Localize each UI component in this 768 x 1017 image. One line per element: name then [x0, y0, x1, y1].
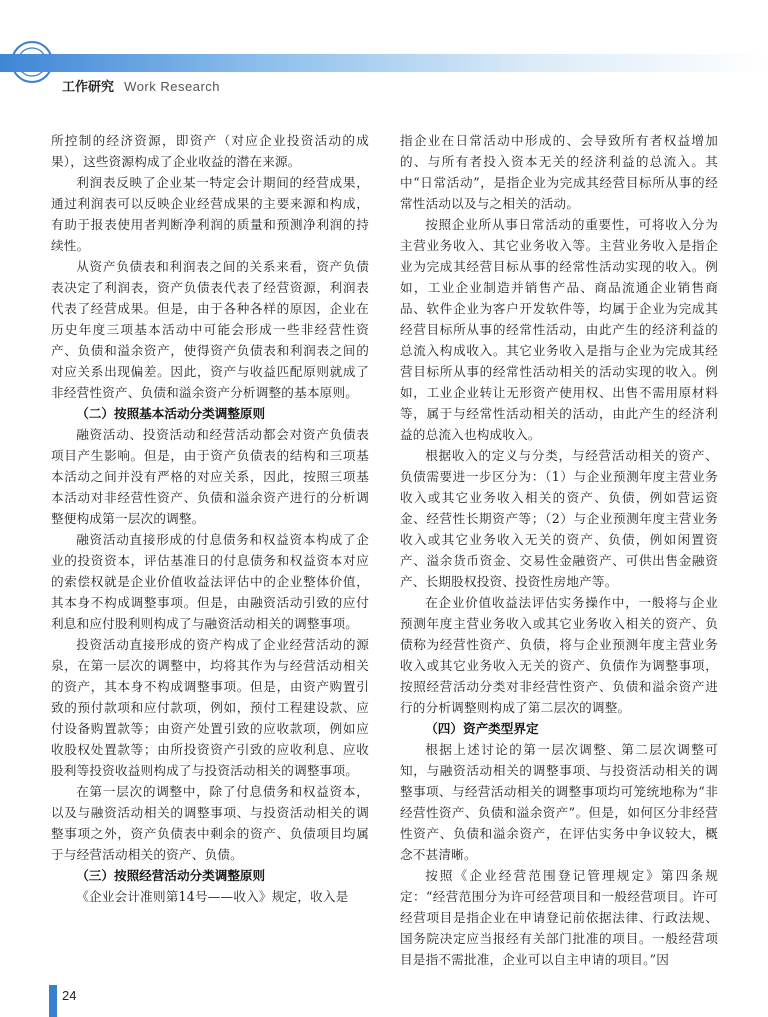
page-header [0, 0, 768, 100]
right-column [400, 130, 718, 970]
section-heading: （二）按照基本活动分类调整原则 [76, 406, 266, 421]
paragraph: 在企业价值收益法评估实务操作中，一般将与企业预测年度主营业务收入或其它业务收入相关的资产、负债称为经营性资产、负债，将与企业预测年度主营业务收入或其它业务收入无关的资产、负债作为调整事项，按照经营活动分类对非经营性资产、负债和溢余资产进行的分析调整则构成了第二层次的调整。 [400, 595, 718, 715]
paragraph: 指企业在日常活动中形成的、会导致所有者权益增加的、与所有者投入资本无关的经济利益的总流入。其中“日常活动”，是指企业为完成其经营目标所从事的经常性活动以及与之相关的活动。 [400, 133, 718, 211]
header-bar [0, 54, 768, 72]
page-number: 24 [62, 988, 77, 1003]
paragraph: 融资活动直接形成的付息债务和权益资本构成了企业的投资资本，评估基准日的付息债务和权益资本对应的索偿权就是企业价值收益法评估中的企业整体价值，其本身不构成调整事项。但是，由融资活动引致的应付利息和应付股利则构成了与融资活动相关的调整事项。 [51, 532, 369, 631]
section-title-cn: 工作研究 [62, 80, 115, 95]
section-label [62, 76, 220, 95]
footer-accent-bar [49, 985, 57, 1017]
paragraph: 融资活动、投资活动和经营活动都会对资产负债表项目产生影响。但是，由于资产负债表的结构和三项基本活动之间并没有严格的对应关系，因此，按照三项基本活动对非经营性资产、负债和溢余资产进行的分析调整便构成第一层次的调整。 [51, 427, 369, 526]
paragraph: 利润表反映了企业某一特定会计期间的经营成果，通过利润表可以反映企业经营成果的主要来源和构成，有助于报表使用者判断净利润的质量和预测净利润的持续性。 [51, 175, 369, 253]
paragraph: 按照企业所从事日常活动的重要性，可将收入分为主营业务收入、其它业务收入等。主营业务收入是指企业为完成其经营目标从事的经常性活动实现的收入。例如，工业企业制造并销售产品、商品流通企业销售商品、软件企业为客户开发软件等，均属于企业为完成其经营目标所从事的经常性活动，由此产生的经济利益的总流入构成收入。其它业务收入是指与企业为完成其经营目标所从事的经常性活动相关的活动实现的收入。例如，工业企业转让无形资产使用权、出售不需用原材料等，属于与经常性活动相关的活动，由此产生的经济利益的总流入也构成收入。 [400, 217, 718, 442]
paragraph: 根据上述讨论的第一层次调整、第二层次调整可知，与融资活动相关的调整事项、与投资活动相关的调整事项、与经营活动相关的调整事项均可笼统地称为“非经营性资产、负债和溢余资产”。但是，如何区分非经营性资产、负债和溢余资产，在评估实务中争议较大，概念不甚清晰。 [400, 742, 718, 862]
left-column [51, 130, 369, 907]
paragraph: 《企业会计准则第14号——收入》规定，收入是 [76, 889, 349, 904]
section-heading: （三）按照经营活动分类调整原则 [76, 868, 266, 883]
paragraph: 投资活动直接形成的资产构成了企业经营活动的源泉，在第一层次的调整中，均将其作为与经营活动相关的资产，其本身不构成调整事项。但是，由资产购置引致的预付款项和应付款项，例如，预付工程建设款、应付设备购置款等；由资产处置引致的应收款项，例如应收股权处置款等；由所投资资产引致的应收利息、应收股利等投资收益则构成了与投资活动相关的调整事项。 [51, 637, 369, 778]
section-title-en: Work Research [124, 79, 220, 94]
section-heading: （四）资产类型界定 [425, 721, 539, 736]
paragraph: 在第一层次的调整中，除了付息债务和权益资本，以及与融资活动相关的调整事项、与投资活动相关的调整事项之外，资产负债表中剩余的资产、负债项目均属于与经营活动相关的资产、负债。 [51, 784, 369, 862]
paragraph: 按照《企业经营范围登记管理规定》第四条规定：“经营范围分为许可经营项目和一般经营项目。许可经营项目是指企业在申请登记前依据法律、行政法规、国务院决定应当报经有关部门批准的项目。一般经营项目是指不需批准，企业可以自主申请的项目。”因 [400, 868, 718, 967]
paragraph: 根据收入的定义与分类，与经营活动相关的资产、负债需要进一步区分为：（1）与企业预测年度主营业务收入或其它业务收入相关的资产、负债，例如营运资金、经营性长期资产等；（2）与企业预测年度主营业务收入或其它业务收入无关的资产、负债，例如闲置资产、溢余货币资金、交易性金融资产、可供出售金融资产、长期股权投资、投资性房地产等。 [400, 448, 718, 589]
paragraph: 从资产负债表和利润表之间的关系来看，资产负债表决定了利润表，资产负债表代表了经营资源，利润表代表了经营成果。但是，由于各种各样的原因，企业在历史年度三项基本活动中可能会形成一些非经营性资产、负债和溢余资产，使得资产负债表和利润表之间的对应关系出现偏差。因此，资产与收益匹配原则就成了非经营性资产、负债和溢余资产分析调整的基本原则。 [51, 259, 369, 400]
paragraph: 所控制的经济资源，即资产（对应企业投资活动的成果），这些资源构成了企业收益的潜在来源。 [51, 133, 369, 169]
